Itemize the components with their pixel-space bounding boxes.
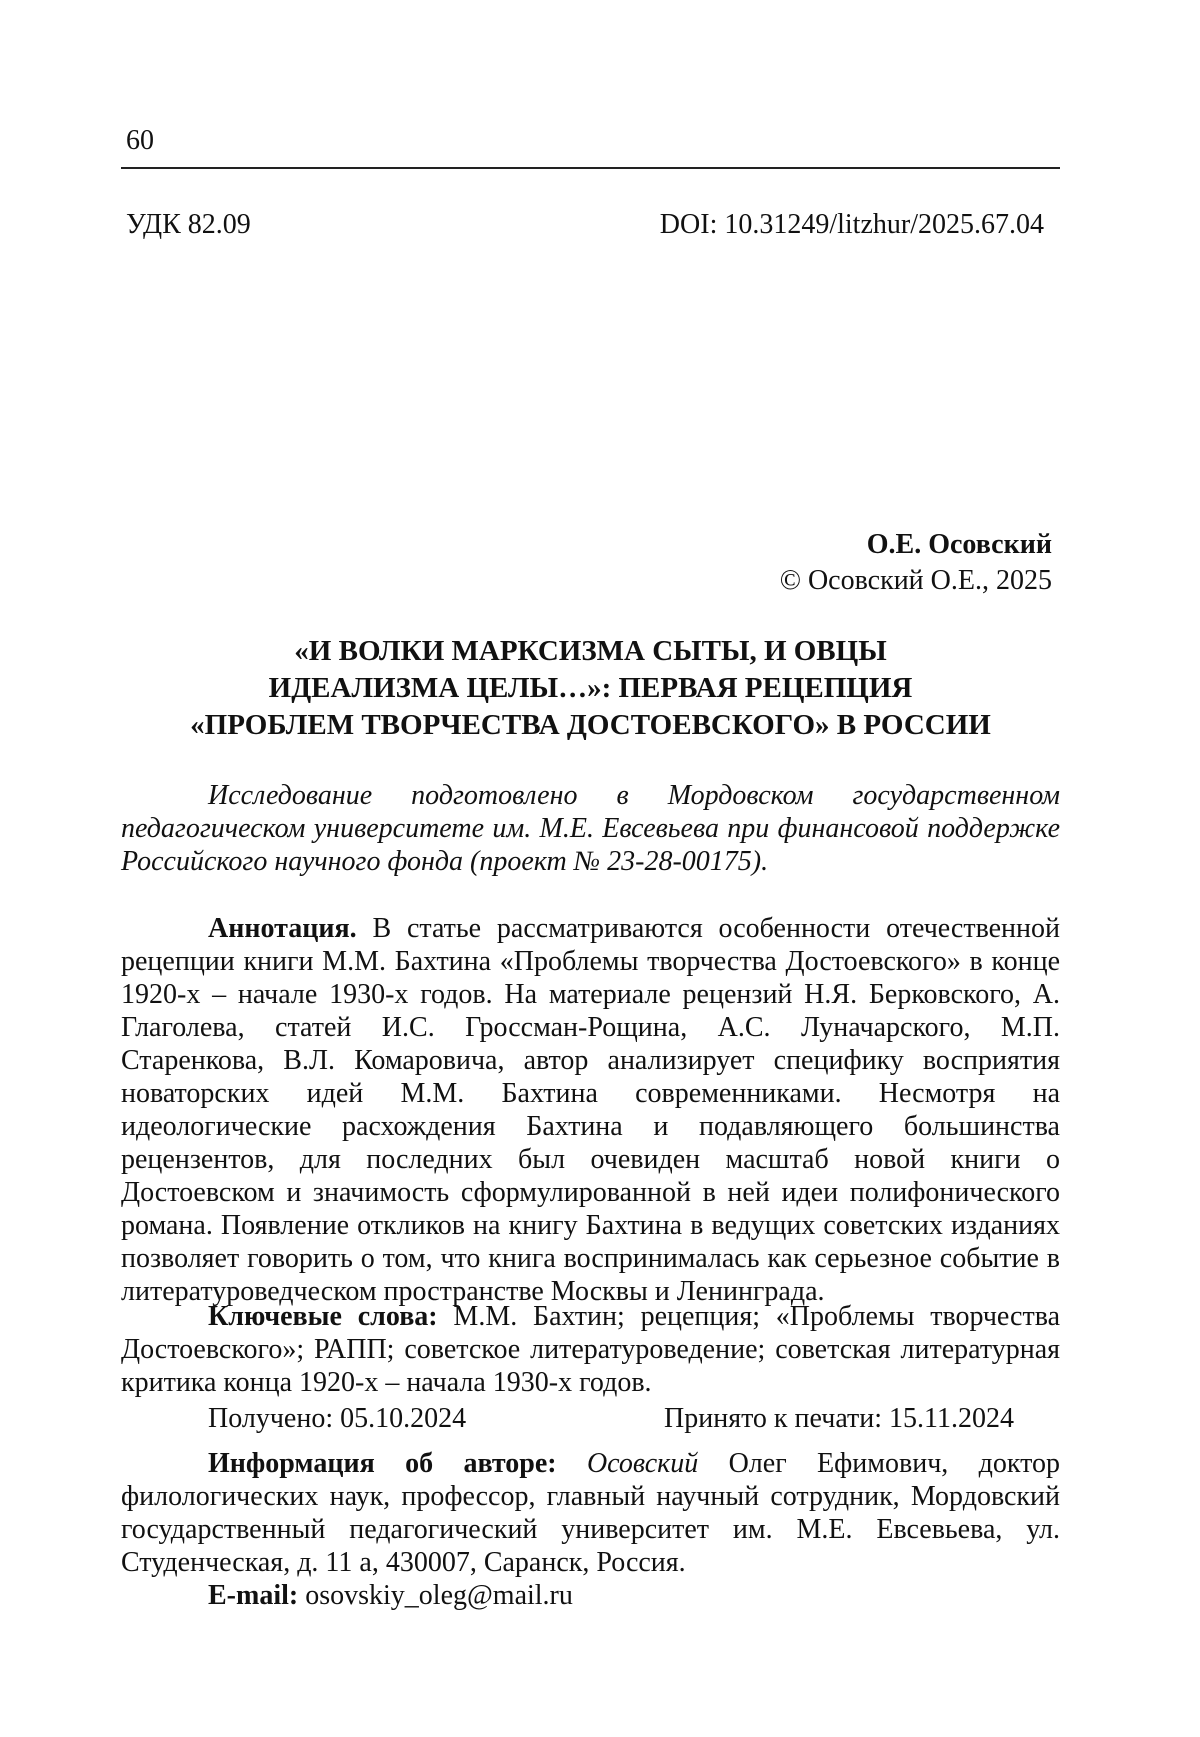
author-info-text: Олег Ефимович, доктор филологических наук, профессор, главный научный сотрудник, Мордовский государственный педагогический университет им. М.Е. Евсевьева, ул. Студенческая, д. 11 а, 430007, Саранск, Россия. [121, 1448, 1060, 1578]
abstract [121, 912, 1060, 1308]
keywords-label: Ключевые слова: [208, 1301, 438, 1332]
page-number: 60 [126, 125, 154, 156]
author-block [780, 527, 1052, 599]
copyright: © Осовский О.Е., 2025 [779, 565, 1052, 596]
abstract-label: Аннотация. [208, 913, 357, 944]
author-info [121, 1447, 1060, 1579]
author-info-paragraph [121, 1447, 1060, 1579]
author-info-label: Информация об авторе: [208, 1448, 557, 1479]
accepted-date: Принято к печати: 15.11.2024 [664, 1403, 1014, 1434]
email-paragraph [121, 1579, 1060, 1612]
abstract-paragraph [121, 912, 1060, 1308]
email-block [121, 1579, 1060, 1612]
udk-code: УДК 82.09 [126, 209, 251, 240]
title-line: «ПРОБЛЕМ ТВОРЧЕСТВА ДОСТОЕВСКОГО» В РОССИИ [190, 709, 991, 741]
doi: DOI: 10.31249/litzhur/2025.67.04 [659, 209, 1044, 240]
keywords-paragraph [121, 1300, 1060, 1399]
keywords-text: М.М. Бахтин; рецепция; «Проблемы творчества Достоевского»; РАПП; советское литературоведение; советская литературная критика конца 1920-х – начала 1930-х годов. [121, 1301, 1060, 1398]
funding-note [121, 779, 1060, 878]
received-date: Получено: 05.10.2024 [208, 1403, 467, 1434]
author-surname: Осовский [586, 1448, 699, 1479]
title-line: «И ВОЛКИ МАРКСИЗМА СЫТЫ, И ОВЦЫ [294, 635, 887, 667]
author-name: О.Е. Осовский [866, 529, 1052, 560]
funding-text: Исследование подготовлено в Мордовском государственном педагогическом университете им. М.Е. Евсевьева при финансовой поддержке Российского научного фонда (проект № 23-28-00175). [121, 780, 1060, 877]
email-address: osovskiy_oleg@mail.ru [305, 1580, 573, 1611]
article-title [121, 633, 1060, 744]
abstract-text: В статье рассматриваются особенности отечественной рецепции книги М.М. Бахтина «Проблемы творчества Достоевского» в конце 1920-х – начале 1930-х годов. На материале рецензий Н.Я. Берковского, А. Глаголева, статей И.С. Гроссман-Рощина, А.С. Луначарского, М.П. Старенкова, В.Л. Комаровича, автор анализирует специфику восприятия новаторских идей М.М. Бахтина современниками. Несмотря на идеологические расхождения Бахтина и подавляющего большинства рецензентов, для последних был очевиден масштаб новой книги о Достоевском и значимость сформулированной в ней идеи полифонического романа. Появление откликов на книгу Бахтина в ведущих советских изданиях позволяет говорить о том, что книга воспринималась как серьезное событие в литературоведческом пространстве Москвы и Ленинграда. [121, 913, 1061, 1307]
email-label: E-mail: [208, 1580, 299, 1611]
header-rule [121, 167, 1060, 169]
title-line: ИДЕАЛИЗМА ЦЕЛЫ…»: ПЕРВАЯ РЕЦЕПЦИЯ [268, 672, 913, 704]
keywords [121, 1300, 1060, 1399]
